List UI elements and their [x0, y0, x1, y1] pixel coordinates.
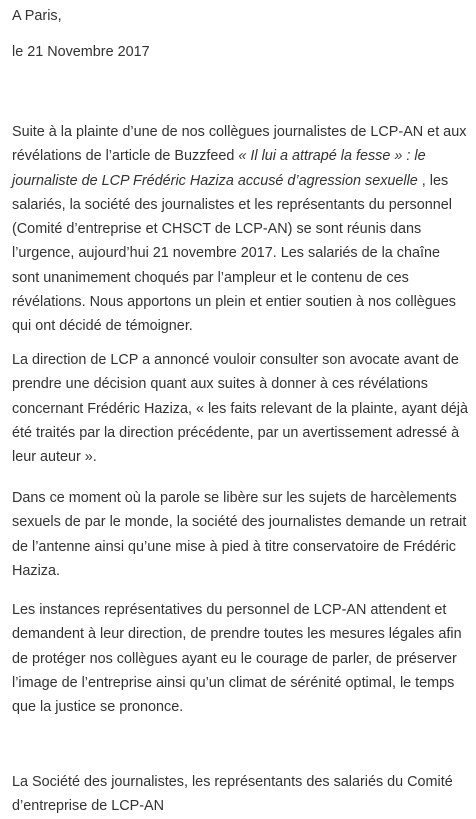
- letter-place: A Paris,: [12, 8, 62, 24]
- paragraph-1-intro: Suite à la plainte d’une de nos collègues journalistes de LCP-AN et aux révélations de l’article de Buzzfeed: [12, 124, 467, 165]
- letter-signature: La Société des journalistes, les représentants des salariés du Comité d’entreprise de LCP-AN: [12, 774, 453, 815]
- paragraph-3: Dans ce moment où la parole se libère sur les sujets de harcèlements sexuels de par le monde, la société des journalistes demande un retrait de l’antenne ainsi qu’une mise à pied à titre conservatoire de Frédéric Haziza.: [12, 490, 467, 579]
- paragraph-4: Les instances représentatives du personnel de LCP-AN attendent et demandent à leur direction, de prendre toutes les mesures légales afin de protéger nos collègues ayant eu le courage de parler, de préserver l’image de l’entreprise ainsi qu’un climat de sérénité optimal, le temps que la justice se prononce.: [12, 602, 462, 716]
- letter-date: le 21 Novembre 2017: [12, 44, 150, 60]
- paragraph-1-body: , les salariés, la société des journalistes et les représentants du personnel (Comité d’entreprise et CHSCT de LCP-AN) se sont réunis dans l’urgence, aujourd’hui 21 novembre 2017. Les salariés de la chaîne sont unanimement choqués par l’ampleur et le contenu de ces révélations. Nous apportons un plein et entier soutien à nos collègues qui ont décidé de témoigner.: [12, 172, 456, 335]
- paragraph-1: [12, 120, 470, 339]
- article-title-quote: « Il lui a attrapé la fesse » : le journaliste de LCP Frédéric Haziza accusé d’agression sexuelle: [12, 148, 426, 189]
- paragraph-2: La direction de LCP a annoncé vouloir consulter son avocate avant de prendre une décision quant aux suites à donner à ces révélations concernant Frédéric Haziza, « les faits relevant de la plainte, ayant déjà été traités par la direction précédente, par un avertissement adressé à leur auteur ».: [12, 352, 468, 466]
